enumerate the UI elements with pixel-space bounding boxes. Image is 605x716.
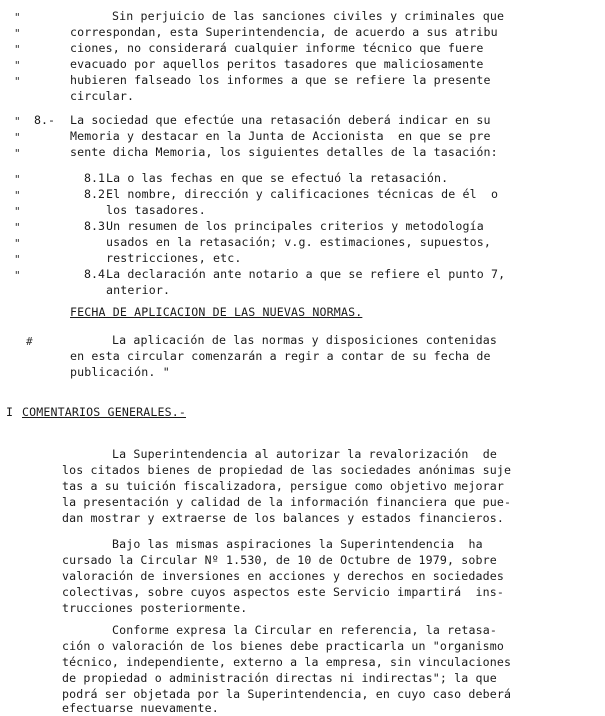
item-number: 8.2 [84,187,105,201]
section-heading: FECHA DE APLICACION DE LAS NUEVAS NORMAS. [70,305,363,319]
item-number: 8.3 [84,219,105,233]
paragraph-line: técnico, independiente, externo a la empresa, sin vinculaciones [62,655,512,669]
paragraph-line: ciones, no considerará cualquier informe técnico que fuere [70,41,484,55]
margin-mark: " [14,205,21,218]
margin-mark: " [14,221,21,234]
margin-mark: " [14,253,21,266]
margin-mark: " [14,115,21,128]
paragraph-line: dan mostrar y extraerse de los balances y estados financieros. [62,511,505,525]
section-number: 8.- [34,113,55,127]
item-line: usados en la retasación; v.g. estimaciones, supuestos, [106,235,492,249]
paragraph-line: los citados bienes de propiedad de las sociedades anónimas suje [62,463,512,477]
margin-mark: " [14,11,21,24]
item-line: Un resumen de los principales criterios y metodología [106,219,484,233]
paragraph-line: publicación. " [70,365,170,379]
paragraph-line: cursado la Circular Nº 1.530, de 10 de Octubre de 1979, sobre [62,553,497,567]
paragraph-line: Memoria y destacar en la Junta de Accionista en que se pre [70,129,491,143]
margin-mark: " [14,173,21,186]
paragraph-line: Sin perjuicio de las sanciones civiles y criminales que [112,9,505,23]
item-line: restricciones, etc. [106,251,242,265]
paragraph-line: podrá ser objetada por la Superintendencia, en cuyo caso deberá [62,687,512,701]
paragraph-line: trucciones posteriormente. [62,601,248,615]
margin-mark: # [26,335,33,348]
paragraph-line: tas a su tuición fiscalizadora, persigue como objetivo mejorar [62,479,505,493]
paragraph-line: correspondan, esta Superintendencia, de acuerdo a sus atribu [70,25,498,39]
paragraph-line: efectuarse nuevamente. [62,701,219,715]
item-number: 8.4 [84,267,105,281]
item-line: La o las fechas en que se efectuó la retasación. [106,171,449,185]
paragraph-line: ción o valoración de los bienes debe practicarla un "organismo [62,639,505,653]
margin-mark: " [14,147,21,160]
margin-mark: " [14,269,21,282]
paragraph-line: valoración de inversiones en acciones y derechos en sociedades [62,569,505,583]
item-line: La declaración ante notario a que se refiere el punto 7, [106,267,506,281]
item-line: anterior. [106,283,171,297]
paragraph-line: en esta circular comenzarán a regir a contar de su fecha de [70,349,491,363]
item-line: El nombre, dirección y calificaciones técnicas de él o [106,187,499,201]
margin-mark: " [14,59,21,72]
paragraph-line: La aplicación de las normas y disposiciones contenidas [112,333,498,347]
paragraph-line: hubieren falseado los informes a que se refiere la presente [70,73,491,87]
margin-mark: " [14,43,21,56]
paragraph-line: evacuado por aquellos peritos tasadores que maliciosamente [70,57,484,71]
paragraph-line: Bajo las mismas aspiraciones la Superintendencia ha [112,537,483,551]
margin-mark: " [14,237,21,250]
margin-mark: " [14,131,21,144]
section-numeral: I [6,405,13,419]
paragraph-line: la presentación y calidad de la información financiera que pue- [62,495,512,509]
paragraph-line: Conforme expresa la Circular en referencia, la retasa- [112,623,498,637]
item-number: 8.1 [84,171,105,185]
margin-mark: " [14,189,21,202]
paragraph-line: circular. [70,89,135,103]
section-heading: COMENTARIOS GENERALES.- [22,405,186,419]
paragraph-line: sente dicha Memoria, los siguientes detalles de la tasación: [70,145,498,159]
item-line: los tasadores. [106,203,206,217]
margin-mark: " [14,27,21,40]
paragraph-line: de propiedad o administración directas ni indirectas"; la que [62,671,497,685]
margin-mark: " [14,75,21,88]
paragraph-line: colectivas, sobre cuyos aspectos este Servicio impartirá ins- [62,585,505,599]
paragraph-line: La Superintendencia al autorizar la revalorización de [112,447,498,461]
paragraph-line: La sociedad que efectúe una retasación deberá indicar en su [70,113,491,127]
